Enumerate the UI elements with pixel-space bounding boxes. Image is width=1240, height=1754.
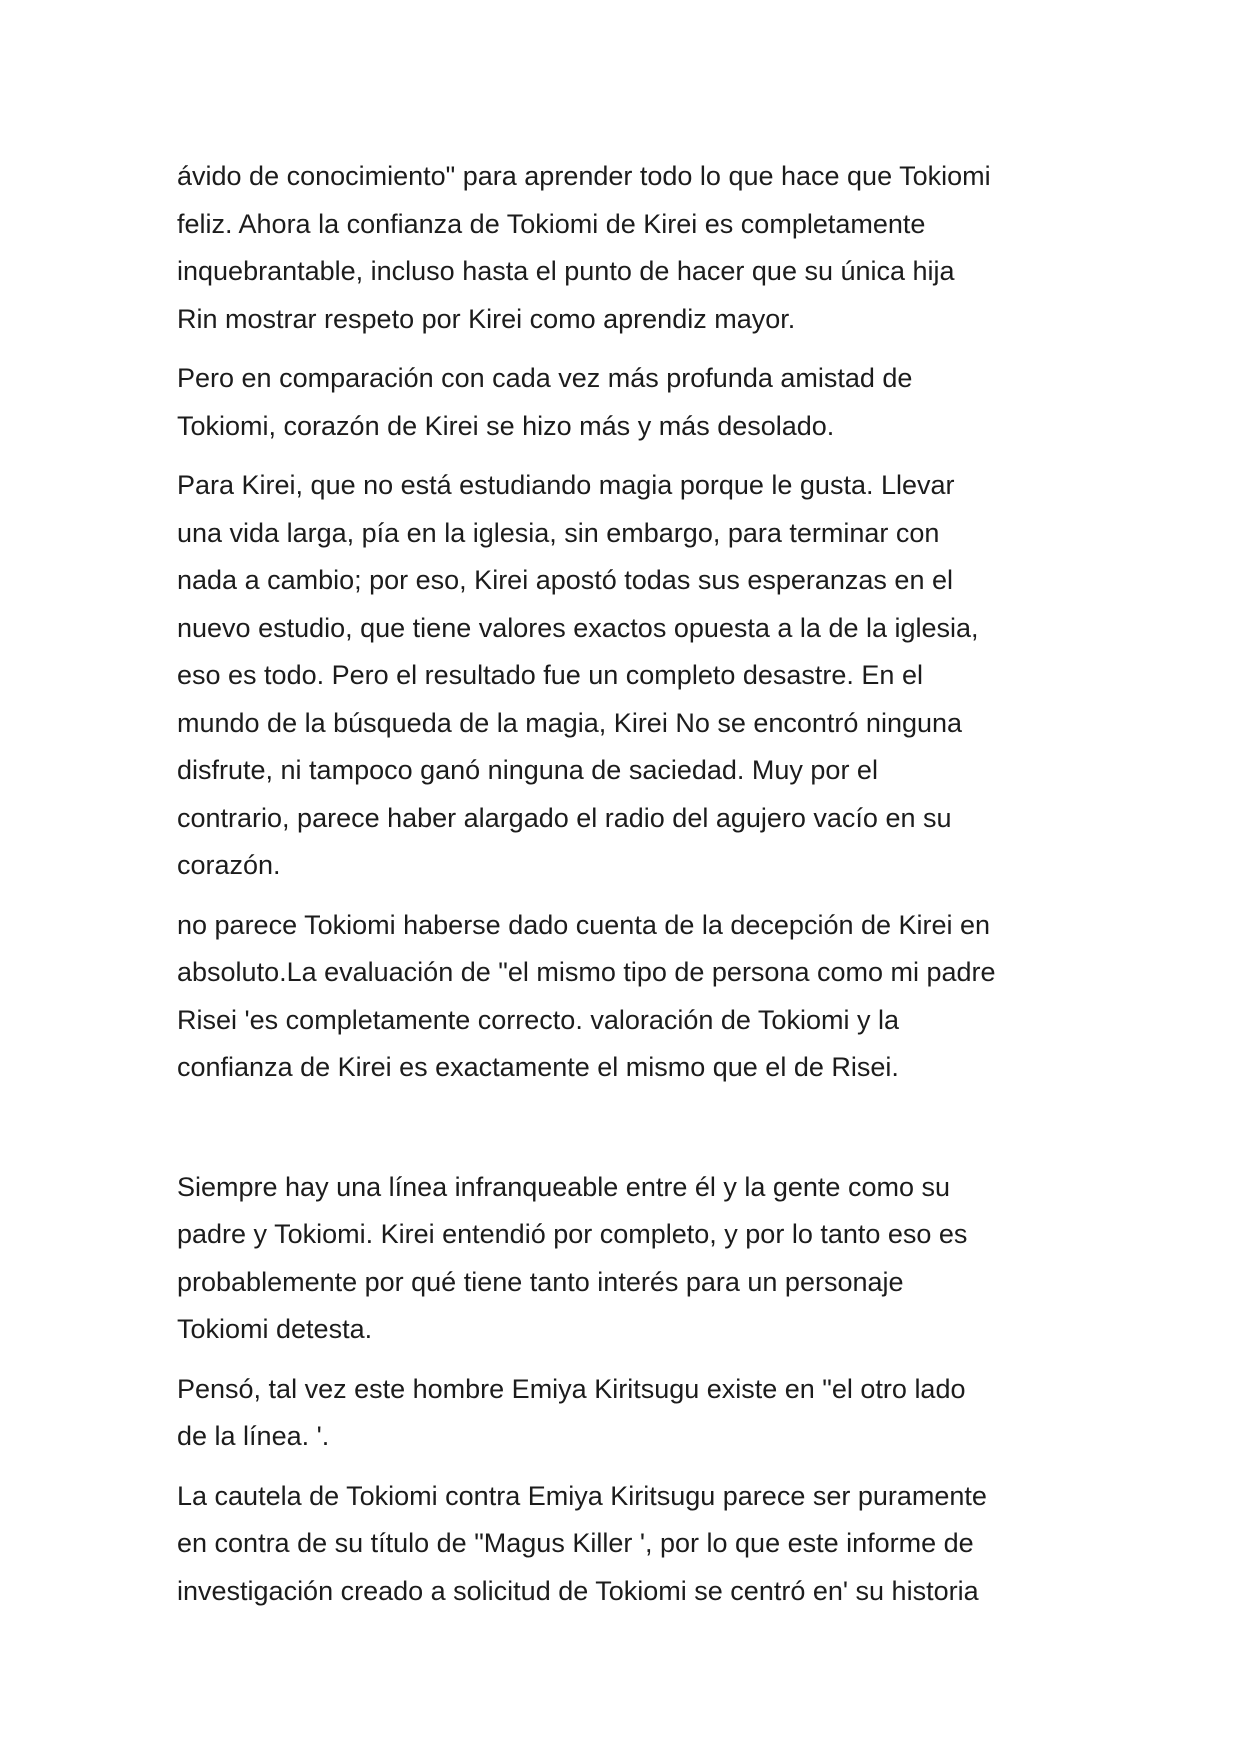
text-line: absoluto.La evaluación de "el mismo tipo de persona como mi padre: [177, 957, 996, 987]
text-line: inquebrantable, incluso hasta el punto de hacer que su única hija: [177, 256, 955, 286]
text-line: Risei 'es completamente correcto. valoración de Tokiomi y la: [177, 1004, 899, 1035]
text-line: Tokiomi detesta.: [177, 1314, 373, 1344]
text-line: Tokiomi, corazón de Kirei se hizo más y más desolado.: [177, 410, 835, 441]
text-line: contrario, parece haber alargado el radio del agujero vacío en su: [177, 802, 952, 833]
text-line: disfrute, ni tampoco ganó ninguna de saciedad. Muy por el: [177, 755, 878, 785]
text-line: confianza de Kirei es exactamente el mismo que el de Risei.: [177, 1052, 899, 1082]
paragraph: [177, 902, 1077, 1092]
paragraph: [177, 462, 1077, 890]
text-line: una vida larga, pía en la iglesia, sin embargo, para terminar con: [177, 517, 940, 548]
text-line: eso es todo. Pero el resultado fue un completo desastre. En el: [177, 660, 923, 690]
paragraph: [177, 153, 1077, 343]
paragraph: [177, 355, 1077, 450]
paragraph: [177, 1366, 1077, 1461]
text-line: investigación creado a solicitud de Tokiomi se centró en' su historia: [177, 1575, 979, 1606]
text-line: Rin mostrar respeto por Kirei como aprendiz mayor.: [177, 303, 796, 334]
text-line: en contra de su título de "Magus Killer ', por lo que este informe de: [177, 1528, 974, 1558]
text-line: ávido de conocimiento" para aprender todo lo que hace que Tokiomi: [177, 161, 991, 191]
text-line: Siempre hay una línea infranqueable entre él y la gente como su: [177, 1171, 950, 1202]
paragraph: [177, 1473, 1077, 1616]
text-line: Pero en comparación con cada vez más profunda amistad de: [177, 363, 913, 393]
text-line: de la línea. '.: [177, 1421, 330, 1451]
text-line: corazón.: [177, 850, 281, 880]
text-line: padre y Tokiomi. Kirei entendió por completo, y por lo tanto eso es: [177, 1219, 968, 1249]
text-line: Para Kirei, que no está estudiando magia porque le gusta. Llevar: [177, 470, 955, 500]
paragraph: [177, 1164, 1077, 1354]
text-line: feliz. Ahora la confianza de Tokiomi de Kirei es completamente: [177, 208, 926, 239]
text-line: no parece Tokiomi haberse dado cuenta de la decepción de Kirei en: [177, 909, 991, 940]
text-line: La cautela de Tokiomi contra Emiya Kiritsugu parece ser puramente: [177, 1480, 987, 1511]
document-body: [177, 153, 1077, 1627]
text-line: nada a cambio; por eso, Kirei apostó todas sus esperanzas en el: [177, 565, 953, 595]
text-line: nuevo estudio, que tiene valores exactos opuesta a la de la iglesia,: [177, 612, 979, 643]
blank-spacer: [177, 1104, 1077, 1164]
text-line: mundo de la búsqueda de la magia, Kirei No se encontró ninguna: [177, 707, 963, 738]
text-line: probablemente por qué tiene tanto interés para un personaje: [177, 1266, 904, 1297]
text-line: Pensó, tal vez este hombre Emiya Kiritsugu existe en "el otro lado: [177, 1373, 966, 1404]
